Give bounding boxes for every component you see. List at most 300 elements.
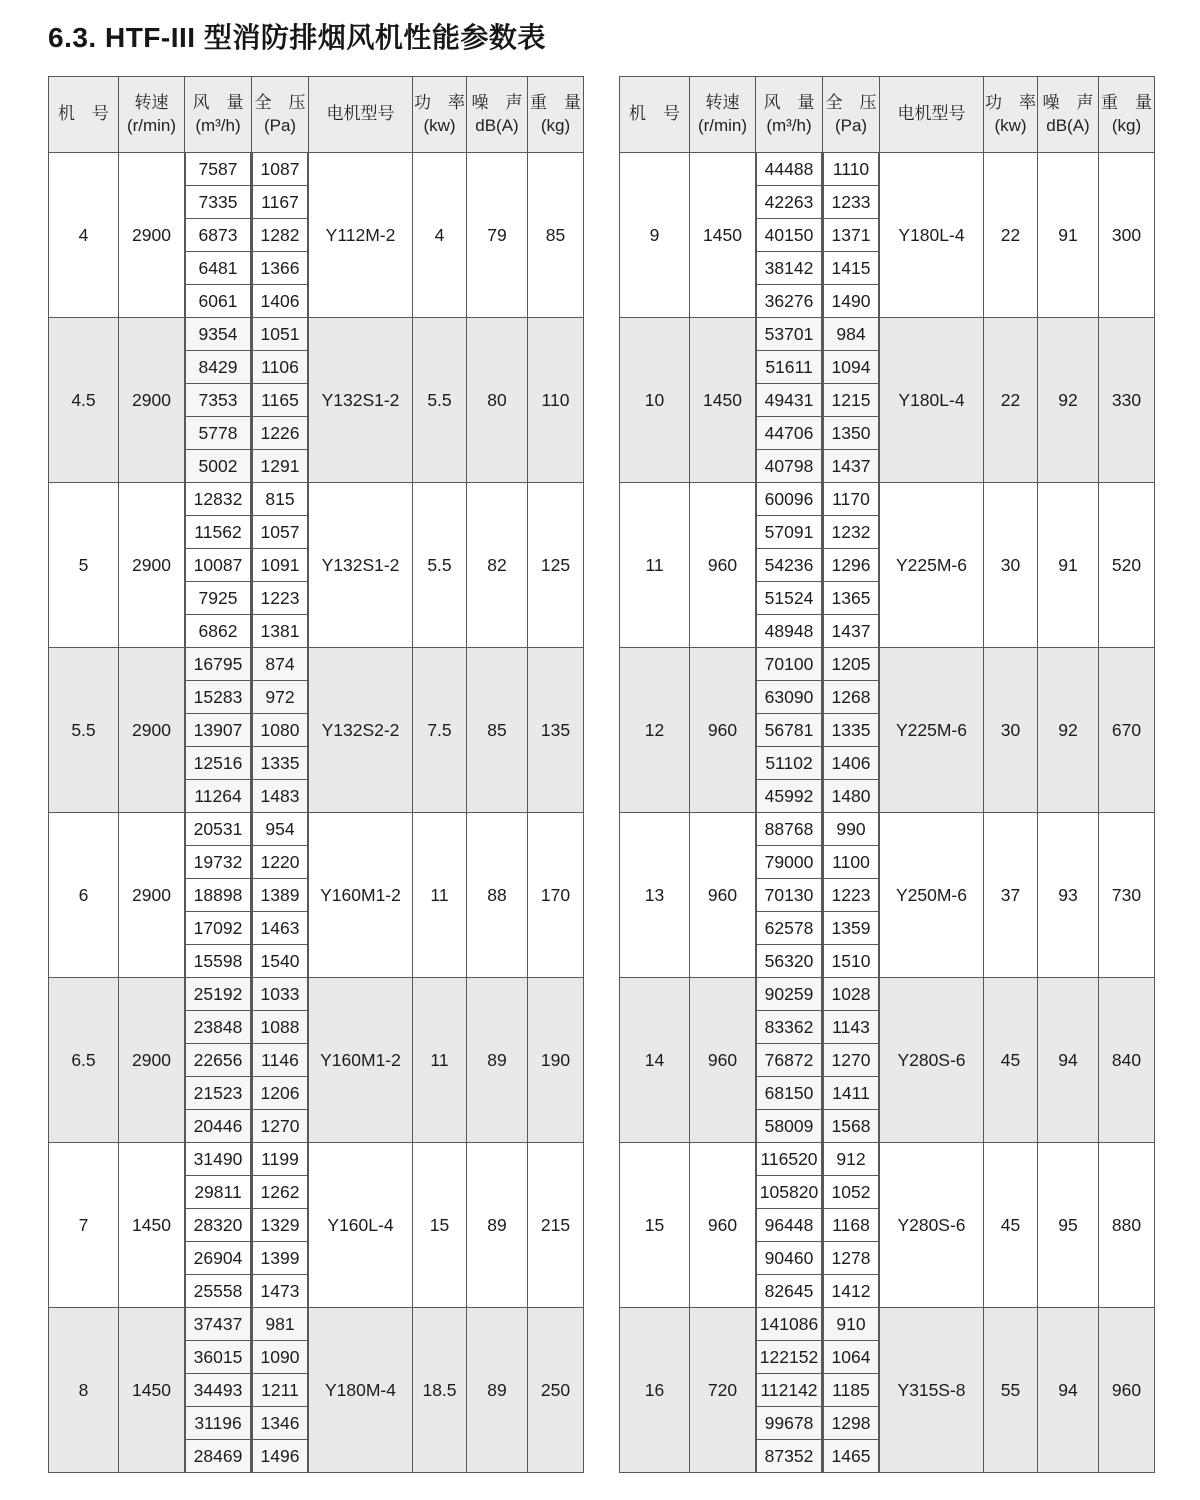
pressure-stack xyxy=(823,1143,879,1307)
cell-airflow-value: 15598 xyxy=(185,945,251,977)
cell-pressure-stack xyxy=(823,648,880,813)
cell-weight: 880 xyxy=(1099,1143,1155,1308)
cell-noise: 91 xyxy=(1038,483,1099,648)
cell-pressure-value: 1473 xyxy=(252,1275,308,1307)
cell-pressure-stack xyxy=(823,1308,880,1473)
cell-motor-model: Y112M-2 xyxy=(309,153,413,318)
cell-pressure-stack xyxy=(823,1143,880,1308)
cell-speed: 960 xyxy=(690,978,756,1143)
cell-airflow-stack xyxy=(185,978,252,1143)
cell-motor-model: Y132S2-2 xyxy=(309,648,413,813)
header-weight xyxy=(528,77,584,153)
cell-weight: 520 xyxy=(1099,483,1155,648)
cell-pressure-value: 1437 xyxy=(823,450,879,482)
cell-airflow-value: 20531 xyxy=(185,813,251,846)
airflow-stack xyxy=(756,153,822,317)
cell-noise: 93 xyxy=(1038,813,1099,978)
cell-airflow-value: 62578 xyxy=(756,912,822,945)
header-motor xyxy=(309,77,413,153)
header-line: 转速 xyxy=(705,93,740,113)
cell-pressure-stack xyxy=(823,153,880,318)
cell-pressure-value: 1510 xyxy=(823,945,879,977)
cell-model-no: 12 xyxy=(620,648,690,813)
fan-row-7 xyxy=(49,1143,584,1308)
cell-pressure-value: 1167 xyxy=(252,186,308,219)
cell-pressure-value: 1278 xyxy=(823,1242,879,1275)
cell-airflow-stack xyxy=(756,318,823,483)
cell-motor-model: Y315S-8 xyxy=(880,1308,984,1473)
cell-airflow-value: 19732 xyxy=(185,846,251,879)
header-power xyxy=(984,77,1038,153)
cell-pressure-stack xyxy=(252,813,309,978)
cell-speed: 960 xyxy=(690,1143,756,1308)
cell-airflow-value: 8429 xyxy=(185,351,251,384)
cell-airflow-value: 51102 xyxy=(756,747,822,780)
cell-model-no: 15 xyxy=(620,1143,690,1308)
cell-airflow-value: 40798 xyxy=(756,450,822,482)
header-line: (kw) xyxy=(994,115,1027,135)
cell-model-no: 4 xyxy=(49,153,119,318)
cell-noise: 89 xyxy=(467,1308,528,1473)
cell-power: 15 xyxy=(413,1143,467,1308)
cell-pressure-value: 972 xyxy=(252,681,308,714)
cell-airflow-value: 15283 xyxy=(185,681,251,714)
cell-airflow-stack xyxy=(185,153,252,318)
fan-row-16 xyxy=(620,1308,1155,1473)
cell-airflow-value: 9354 xyxy=(185,318,251,351)
header-pressure xyxy=(823,77,880,153)
cell-model-no: 6.5 xyxy=(49,978,119,1143)
cell-airflow-value: 99678 xyxy=(756,1407,822,1440)
header-airflow xyxy=(185,77,252,153)
cell-speed: 2900 xyxy=(119,813,185,978)
header-line: (m³/h) xyxy=(766,115,812,135)
airflow-stack xyxy=(185,483,251,647)
cell-pressure-value: 1090 xyxy=(252,1341,308,1374)
cell-airflow-value: 56320 xyxy=(756,945,822,977)
cell-airflow-value: 7353 xyxy=(185,384,251,417)
pressure-stack xyxy=(823,648,879,812)
cell-airflow-value: 37437 xyxy=(185,1308,251,1341)
header-line: 功 率 xyxy=(414,93,465,113)
cell-airflow-value: 17092 xyxy=(185,912,251,945)
cell-weight: 170 xyxy=(528,813,584,978)
cell-pressure-value: 1463 xyxy=(252,912,308,945)
cell-pressure-value: 1206 xyxy=(252,1077,308,1110)
pressure-stack xyxy=(823,978,879,1142)
table-header-row xyxy=(49,77,584,153)
cell-power: 30 xyxy=(984,648,1038,813)
header-line: dB(A) xyxy=(1046,115,1090,135)
cell-model-no: 16 xyxy=(620,1308,690,1473)
cell-pressure-value: 1282 xyxy=(252,219,308,252)
header-speed xyxy=(690,77,756,153)
cell-weight: 730 xyxy=(1099,813,1155,978)
airflow-stack xyxy=(185,648,251,812)
header-line: 重 量 xyxy=(1101,93,1152,113)
cell-airflow-value: 82645 xyxy=(756,1275,822,1307)
cell-motor-model: Y180L-4 xyxy=(880,153,984,318)
cell-model-no: 8 xyxy=(49,1308,119,1473)
cell-airflow-value: 5778 xyxy=(185,417,251,450)
header-line: (kg) xyxy=(1111,115,1142,135)
header-line: (kg) xyxy=(540,115,571,135)
cell-airflow-value: 45992 xyxy=(756,780,822,812)
cell-pressure-value: 1329 xyxy=(252,1209,308,1242)
table-body xyxy=(49,153,584,1473)
cell-noise: 89 xyxy=(467,1143,528,1308)
pressure-stack xyxy=(252,648,308,812)
cell-airflow-stack xyxy=(185,1308,252,1473)
airflow-stack xyxy=(185,318,251,482)
cell-pressure-stack xyxy=(823,978,880,1143)
cell-model-no: 4.5 xyxy=(49,318,119,483)
header-line: (r/min) xyxy=(697,115,748,135)
cell-speed: 960 xyxy=(690,648,756,813)
cell-pressure-value: 1415 xyxy=(823,252,879,285)
cell-airflow-stack xyxy=(756,978,823,1143)
cell-airflow-value: 60096 xyxy=(756,483,822,516)
cell-speed: 960 xyxy=(690,813,756,978)
airflow-stack xyxy=(756,483,822,647)
cell-airflow-value: 29811 xyxy=(185,1176,251,1209)
cell-motor-model: Y160M1-2 xyxy=(309,813,413,978)
cell-airflow-value: 7335 xyxy=(185,186,251,219)
cell-pressure-value: 874 xyxy=(252,648,308,681)
cell-airflow-value: 87352 xyxy=(756,1440,822,1472)
cell-pressure-stack xyxy=(252,648,309,813)
cell-noise: 79 xyxy=(467,153,528,318)
cell-pressure-value: 990 xyxy=(823,813,879,846)
cell-airflow-value: 70100 xyxy=(756,648,822,681)
cell-airflow-value: 11264 xyxy=(185,780,251,812)
cell-airflow-value: 5002 xyxy=(185,450,251,482)
header-line: dB(A) xyxy=(475,115,519,135)
cell-airflow-value: 31196 xyxy=(185,1407,251,1440)
cell-pressure-value: 1298 xyxy=(823,1407,879,1440)
cell-speed: 1450 xyxy=(690,153,756,318)
cell-pressure-value: 1480 xyxy=(823,780,879,812)
cell-weight: 85 xyxy=(528,153,584,318)
tables-container xyxy=(48,76,1153,1473)
cell-weight: 135 xyxy=(528,648,584,813)
cell-airflow-value: 25558 xyxy=(185,1275,251,1307)
cell-airflow-value: 56781 xyxy=(756,714,822,747)
cell-pressure-value: 1350 xyxy=(823,417,879,450)
cell-motor-model: Y132S1-2 xyxy=(309,318,413,483)
cell-airflow-value: 79000 xyxy=(756,846,822,879)
cell-power: 5.5 xyxy=(413,483,467,648)
header-pressure xyxy=(252,77,309,153)
cell-pressure-value: 1215 xyxy=(823,384,879,417)
cell-model-no: 6 xyxy=(49,813,119,978)
cell-model-no: 13 xyxy=(620,813,690,978)
cell-motor-model: Y225M-6 xyxy=(880,648,984,813)
cell-power: 22 xyxy=(984,153,1038,318)
cell-airflow-value: 34493 xyxy=(185,1374,251,1407)
cell-speed: 2900 xyxy=(119,978,185,1143)
fan-row-15 xyxy=(620,1143,1155,1308)
cell-pressure-value: 1091 xyxy=(252,549,308,582)
header-speed xyxy=(119,77,185,153)
cell-model-no: 7 xyxy=(49,1143,119,1308)
header-weight xyxy=(1099,77,1155,153)
cell-airflow-stack xyxy=(185,483,252,648)
airflow-stack xyxy=(756,1308,822,1472)
cell-airflow-value: 83362 xyxy=(756,1011,822,1044)
cell-airflow-value: 22656 xyxy=(185,1044,251,1077)
cell-pressure-value: 1406 xyxy=(823,747,879,780)
cell-airflow-value: 10087 xyxy=(185,549,251,582)
airflow-stack xyxy=(756,978,822,1142)
airflow-stack xyxy=(756,318,822,482)
cell-airflow-value: 112142 xyxy=(756,1374,822,1407)
fan-row-9 xyxy=(620,153,1155,318)
cell-speed: 2900 xyxy=(119,318,185,483)
cell-power: 7.5 xyxy=(413,648,467,813)
cell-pressure-value: 1165 xyxy=(252,384,308,417)
header-line: 电机型号 xyxy=(326,104,395,124)
pressure-stack xyxy=(823,1308,879,1472)
cell-noise: 85 xyxy=(467,648,528,813)
fan-row-14 xyxy=(620,978,1155,1143)
cell-airflow-value: 26904 xyxy=(185,1242,251,1275)
cell-noise: 88 xyxy=(467,813,528,978)
cell-airflow-value: 20446 xyxy=(185,1110,251,1142)
cell-airflow-value: 28469 xyxy=(185,1440,251,1472)
cell-pressure-value: 1087 xyxy=(252,153,308,186)
cell-motor-model: Y132S1-2 xyxy=(309,483,413,648)
cell-pressure-value: 1233 xyxy=(823,186,879,219)
cell-power: 11 xyxy=(413,978,467,1143)
cell-airflow-value: 51611 xyxy=(756,351,822,384)
header-airflow xyxy=(756,77,823,153)
header-line: 风 量 xyxy=(763,93,815,113)
header-model_no xyxy=(620,77,690,153)
cell-pressure-value: 1064 xyxy=(823,1341,879,1374)
cell-noise: 94 xyxy=(1038,1308,1099,1473)
airflow-stack xyxy=(756,1143,822,1307)
pressure-stack xyxy=(823,318,879,482)
cell-motor-model: Y280S-6 xyxy=(880,978,984,1143)
header-line: 转速 xyxy=(134,93,169,113)
fan-row-6.5 xyxy=(49,978,584,1143)
airflow-stack xyxy=(185,813,251,977)
fan-row-5.5 xyxy=(49,648,584,813)
cell-pressure-value: 1211 xyxy=(252,1374,308,1407)
cell-pressure-value: 1226 xyxy=(252,417,308,450)
cell-speed: 1450 xyxy=(690,318,756,483)
cell-airflow-value: 44488 xyxy=(756,153,822,186)
cell-pressure-value: 1262 xyxy=(252,1176,308,1209)
pressure-stack xyxy=(252,813,308,977)
cell-model-no: 10 xyxy=(620,318,690,483)
cell-airflow-value: 53701 xyxy=(756,318,822,351)
cell-airflow-stack xyxy=(756,648,823,813)
cell-airflow-value: 88768 xyxy=(756,813,822,846)
airflow-stack xyxy=(185,978,251,1142)
cell-pressure-stack xyxy=(252,1308,309,1473)
cell-model-no: 14 xyxy=(620,978,690,1143)
cell-power: 4 xyxy=(413,153,467,318)
header-noise xyxy=(1038,77,1099,153)
fan-row-12 xyxy=(620,648,1155,813)
airflow-stack xyxy=(756,813,822,977)
cell-airflow-value: 6481 xyxy=(185,252,251,285)
cell-pressure-value: 1437 xyxy=(823,615,879,647)
cell-airflow-stack xyxy=(756,483,823,648)
cell-airflow-value: 36015 xyxy=(185,1341,251,1374)
header-line: 机 号 xyxy=(58,104,109,124)
cell-airflow-value: 16795 xyxy=(185,648,251,681)
cell-pressure-value: 1094 xyxy=(823,351,879,384)
header-line: 噪 声 xyxy=(471,93,523,113)
cell-pressure-value: 1568 xyxy=(823,1110,879,1142)
cell-airflow-value: 36276 xyxy=(756,285,822,317)
cell-airflow-value: 96448 xyxy=(756,1209,822,1242)
cell-pressure-value: 1033 xyxy=(252,978,308,1011)
header-line: 功 率 xyxy=(985,93,1036,113)
cell-noise: 82 xyxy=(467,483,528,648)
cell-motor-model: Y160M1-2 xyxy=(309,978,413,1143)
cell-pressure-value: 1088 xyxy=(252,1011,308,1044)
cell-airflow-value: 7587 xyxy=(185,153,251,186)
pressure-stack xyxy=(252,978,308,1142)
cell-noise: 89 xyxy=(467,978,528,1143)
cell-noise: 92 xyxy=(1038,648,1099,813)
cell-power: 30 xyxy=(984,483,1038,648)
header-model_no xyxy=(49,77,119,153)
cell-pressure-value: 1365 xyxy=(823,582,879,615)
cell-pressure-value: 1296 xyxy=(823,549,879,582)
cell-weight: 670 xyxy=(1099,648,1155,813)
cell-pressure-value: 1100 xyxy=(823,846,879,879)
cell-pressure-value: 1110 xyxy=(823,153,879,186)
cell-model-no: 11 xyxy=(620,483,690,648)
cell-airflow-stack xyxy=(756,153,823,318)
cell-airflow-value: 12516 xyxy=(185,747,251,780)
cell-pressure-stack xyxy=(252,483,309,648)
airflow-stack xyxy=(185,153,251,317)
cell-pressure-stack xyxy=(823,813,880,978)
cell-pressure-value: 1143 xyxy=(823,1011,879,1044)
cell-model-no: 9 xyxy=(620,153,690,318)
cell-noise: 80 xyxy=(467,318,528,483)
cell-pressure-value: 1412 xyxy=(823,1275,879,1307)
header-line: 风 量 xyxy=(192,93,244,113)
cell-pressure-value: 1168 xyxy=(823,1209,879,1242)
cell-airflow-value: 7925 xyxy=(185,582,251,615)
cell-airflow-stack xyxy=(756,1308,823,1473)
header-line: (Pa) xyxy=(834,115,868,135)
cell-pressure-value: 1146 xyxy=(252,1044,308,1077)
header-noise xyxy=(467,77,528,153)
cell-airflow-value: 51524 xyxy=(756,582,822,615)
cell-noise: 91 xyxy=(1038,153,1099,318)
header-line: (kw) xyxy=(423,115,456,135)
cell-pressure-value: 1366 xyxy=(252,252,308,285)
cell-weight: 960 xyxy=(1099,1308,1155,1473)
fan-row-5 xyxy=(49,483,584,648)
page-title: 6.3. HTF-III 型消防排烟风机性能参数表 xyxy=(48,22,546,53)
cell-pressure-value: 1223 xyxy=(252,582,308,615)
cell-airflow-value: 76872 xyxy=(756,1044,822,1077)
cell-weight: 840 xyxy=(1099,978,1155,1143)
cell-airflow-value: 6061 xyxy=(185,285,251,317)
cell-airflow-value: 48948 xyxy=(756,615,822,647)
pressure-stack xyxy=(252,1308,308,1472)
header-power xyxy=(413,77,467,153)
cell-pressure-value: 1270 xyxy=(252,1110,308,1142)
cell-noise: 92 xyxy=(1038,318,1099,483)
pressure-stack xyxy=(823,813,879,977)
cell-speed: 720 xyxy=(690,1308,756,1473)
cell-airflow-value: 49431 xyxy=(756,384,822,417)
cell-power: 18.5 xyxy=(413,1308,467,1473)
header-line: 全 压 xyxy=(254,93,306,113)
cell-pressure-value: 1199 xyxy=(252,1143,308,1176)
cell-airflow-value: 57091 xyxy=(756,516,822,549)
cell-power: 45 xyxy=(984,978,1038,1143)
cell-pressure-value: 981 xyxy=(252,1308,308,1341)
header-line: 机 号 xyxy=(629,104,680,124)
cell-airflow-value: 54236 xyxy=(756,549,822,582)
cell-airflow-value: 13907 xyxy=(185,714,251,747)
cell-airflow-stack xyxy=(756,1143,823,1308)
fan-row-4.5 xyxy=(49,318,584,483)
cell-airflow-value: 116520 xyxy=(756,1143,822,1176)
fan-row-6 xyxy=(49,813,584,978)
cell-pressure-value: 1291 xyxy=(252,450,308,482)
cell-pressure-value: 1051 xyxy=(252,318,308,351)
cell-airflow-value: 141086 xyxy=(756,1308,822,1341)
cell-pressure-value: 1490 xyxy=(823,285,879,317)
cell-pressure-value: 1335 xyxy=(252,747,308,780)
cell-airflow-value: 6873 xyxy=(185,219,251,252)
cell-pressure-value: 1335 xyxy=(823,714,879,747)
cell-pressure-value: 1270 xyxy=(823,1044,879,1077)
cell-pressure-value: 1223 xyxy=(823,879,879,912)
cell-pressure-stack xyxy=(252,318,309,483)
cell-airflow-value: 21523 xyxy=(185,1077,251,1110)
cell-pressure-value: 1185 xyxy=(823,1374,879,1407)
cell-airflow-value: 90460 xyxy=(756,1242,822,1275)
cell-power: 5.5 xyxy=(413,318,467,483)
cell-speed: 960 xyxy=(690,483,756,648)
cell-airflow-value: 23848 xyxy=(185,1011,251,1044)
cell-pressure-value: 912 xyxy=(823,1143,879,1176)
cell-airflow-value: 70130 xyxy=(756,879,822,912)
table-header-row xyxy=(620,77,1155,153)
cell-pressure-value: 1028 xyxy=(823,978,879,1011)
cell-airflow-value: 42263 xyxy=(756,186,822,219)
fan-table-left xyxy=(48,76,584,1473)
cell-pressure-value: 1220 xyxy=(252,846,308,879)
cell-power: 37 xyxy=(984,813,1038,978)
cell-airflow-stack xyxy=(756,813,823,978)
cell-pressure-value: 1057 xyxy=(252,516,308,549)
cell-speed: 2900 xyxy=(119,648,185,813)
cell-airflow-value: 40150 xyxy=(756,219,822,252)
cell-pressure-value: 1052 xyxy=(823,1176,879,1209)
cell-motor-model: Y160L-4 xyxy=(309,1143,413,1308)
cell-airflow-value: 11562 xyxy=(185,516,251,549)
cell-weight: 250 xyxy=(528,1308,584,1473)
airflow-stack xyxy=(185,1308,251,1472)
cell-airflow-value: 28320 xyxy=(185,1209,251,1242)
header-line: 全 压 xyxy=(825,93,877,113)
cell-airflow-value: 105820 xyxy=(756,1176,822,1209)
